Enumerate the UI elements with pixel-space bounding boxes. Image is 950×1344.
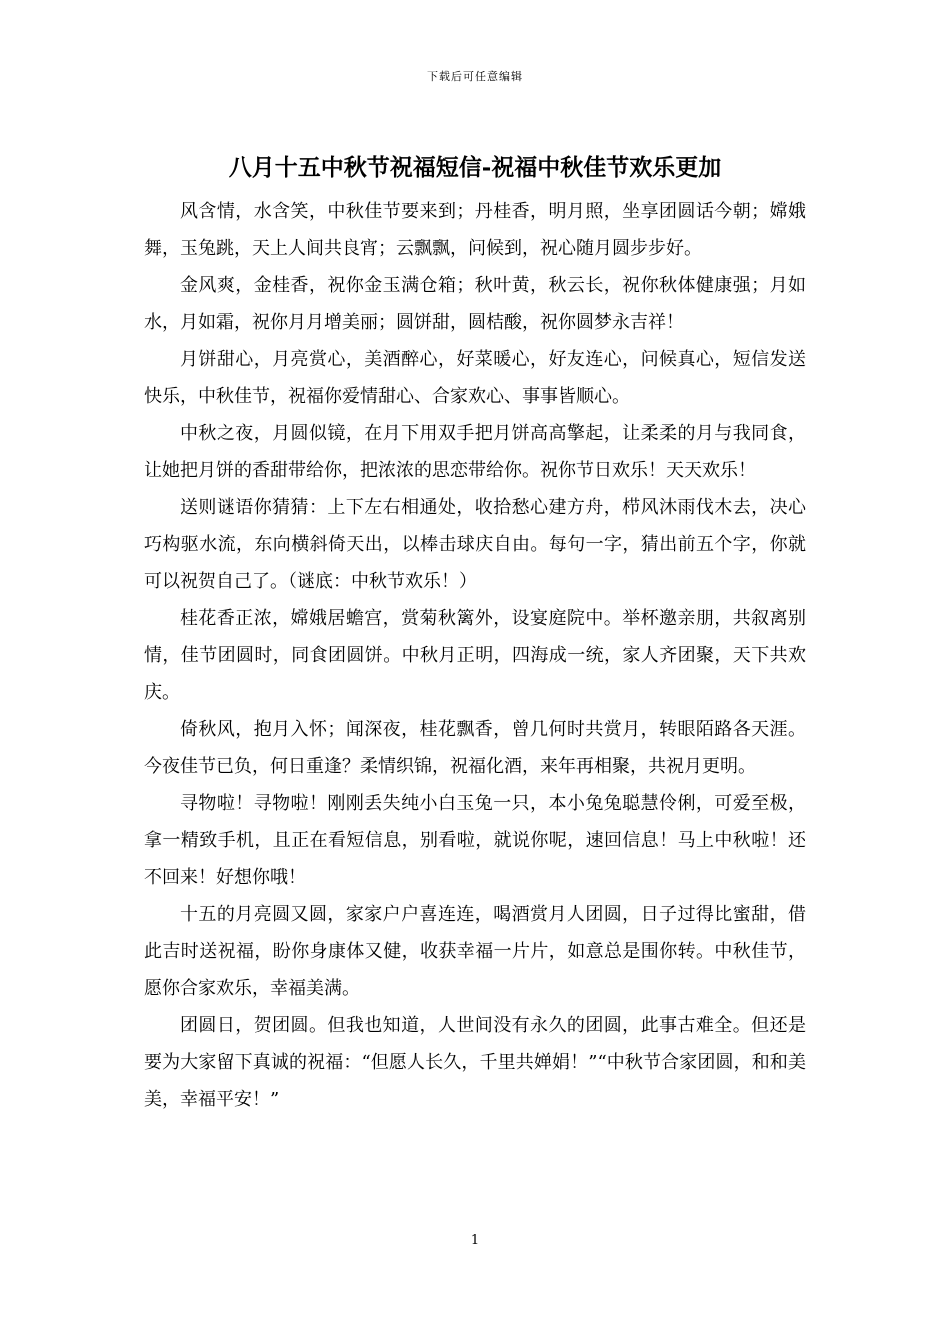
paragraph-1: 风含情，水含笑，中秋佳节要来到；丹桂香，明月照，坐享团圆话今朝；嫦娥舞，玉兔跳，天上人间共良宵；云飘飘，问候到，祝心随月圆步步好。: [144, 201, 806, 259]
paragraph-9: 十五的月亮圆又圆，家家户户喜连连，喝酒赏月人团圆，日子过得比蜜甜，借此吉时送祝福，盼你身康体又健，收获幸福一片片，如意总是围你转。中秋佳节，愿你合家欢乐，幸福美满。: [144, 904, 806, 999]
paragraph-8: 寻物啦！寻物啦！刚刚丢失纯小白玉兔一只，本小兔兔聪慧伶俐，可爱至极，拿一精致手机，且正在看短信息，别看啦，就说你呢，速回信息！马上中秋啦！还不回来！好想你哦！: [144, 793, 806, 888]
header-note: 下载后可任意编辑: [427, 70, 523, 83]
paragraph-4: 中秋之夜，月圆似镜，在月下用双手把月饼高高擎起，让柔柔的月与我同食，让她把月饼的香甜带给你，把浓浓的思恋带给你。祝你节日欢乐！天天欢乐！: [144, 423, 806, 481]
document-title: 八月十五中秋节祝福短信-祝福中秋佳节欢乐更加: [228, 154, 722, 181]
document-body: [144, 193, 806, 1118]
paragraph-5: 送则谜语你猜猜：上下左右相通处，收拾愁心建方舟，栉风沐雨伐木去，决心巧构驱水流，东向横斜倚天出，以棒击球庆自由。每句一字，猜出前五个字，你就可以祝贺自己了。（谜底：中秋节欢乐！）: [144, 497, 806, 592]
paragraph-10: 团圆日，贺团圆。但我也知道，人世间没有永久的团圆，此事古难全。但还是要为大家留下真诚的祝福：“但愿人长久，千里共婵娟！”“中秋节合家团圆，和和美美，幸福平安！”: [144, 1015, 806, 1110]
paragraph-3: 月饼甜心，月亮赏心，美酒醉心，好菜暖心，好友连心，问候真心，短信发送快乐，中秋佳节，祝福你爱情甜心、合家欢心、事事皆顺心。: [144, 349, 806, 407]
paragraph-2: 金风爽，金桂香，祝你金玉满仓箱；秋叶黄，秋云长，祝你秋体健康强；月如水，月如霜，祝你月月增美丽；圆饼甜，圆桔酸，祝你圆梦永吉祥！: [144, 275, 806, 333]
paragraph-7: 倚秋风，抱月入怀；闻深夜，桂花飘香，曾几何时共赏月，转眼陌路各天涯。今夜佳节已负，何日重逢？柔情织锦，祝福化酒，来年再相聚，共祝月更明。: [144, 719, 806, 777]
page-number: 1: [470, 1233, 480, 1248]
paragraph-6: 桂花香正浓，嫦娥居蟾宫，赏菊秋篱外，设宴庭院中。举杯邀亲朋，共叙离别情，佳节团圆时，同食团圆饼。中秋月正明，四海成一统，家人齐团聚，天下共欢庆。: [144, 608, 806, 703]
